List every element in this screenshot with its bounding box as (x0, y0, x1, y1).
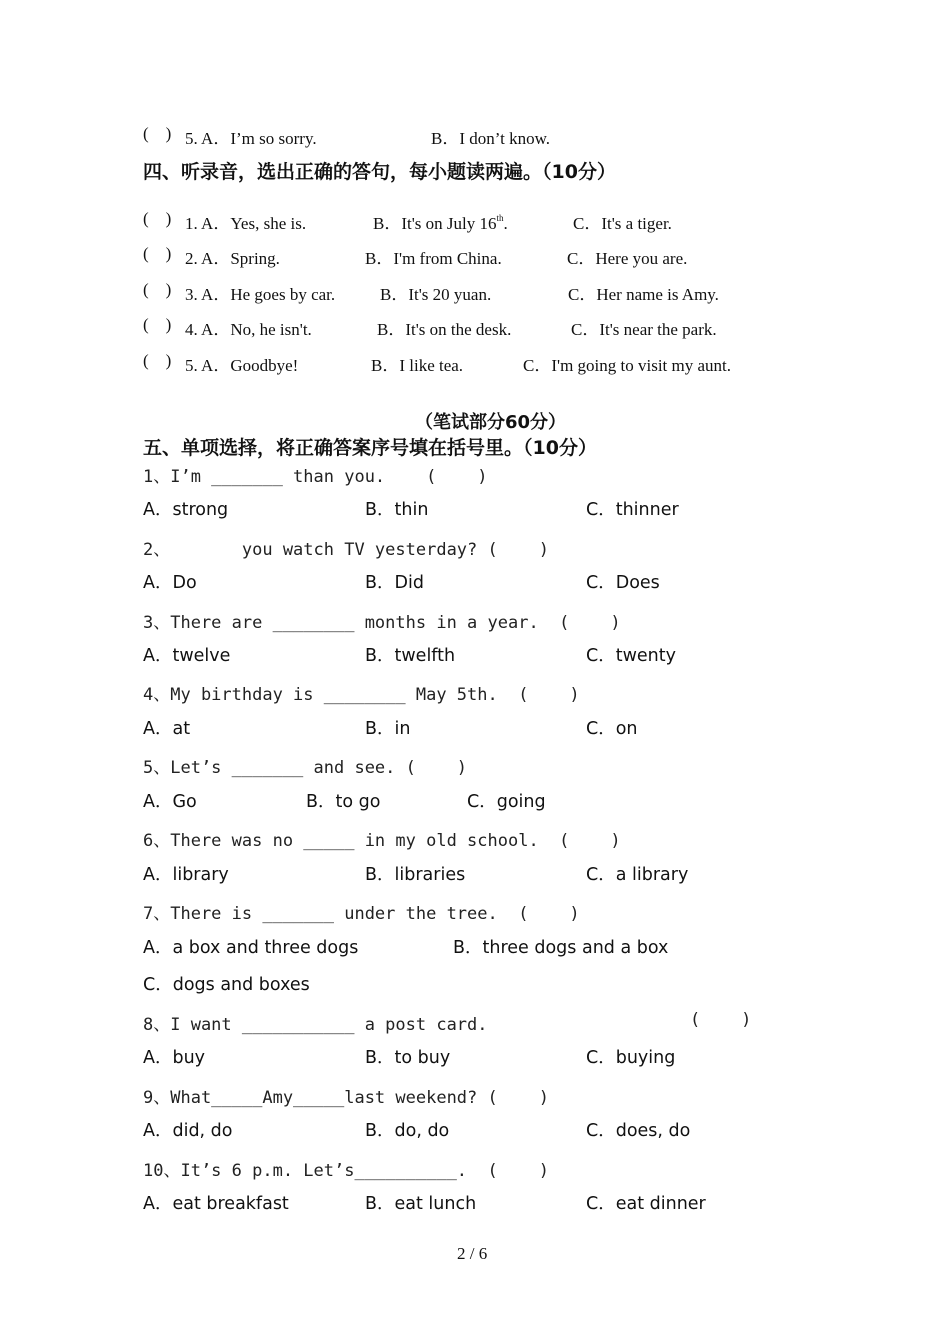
q3-option-a: A．twelve (143, 646, 231, 666)
answer-paren[interactable]: ( ) (143, 315, 172, 334)
option-c: C．It's near the park. (571, 320, 717, 339)
written-part-title: （笔试部分60分） (415, 412, 567, 433)
question-1: 1、I’m _______ than you. ( ) (143, 467, 488, 487)
q1-option-c: C．thinner (586, 500, 679, 520)
q8-option-b: B．to buy (365, 1048, 451, 1068)
q10-option-c: C．eat dinner (586, 1194, 706, 1214)
q10-option-a: A．eat breakfast (143, 1194, 289, 1214)
q2-option-a: A．Do (143, 573, 197, 593)
answer-paren[interactable]: ( ) (143, 209, 172, 228)
question-2: 2、 you watch TV yesterday? ( ) (143, 540, 549, 560)
q8-option-a: A．buy (143, 1048, 206, 1068)
question-8: 8、I want ___________ a post card. (143, 1015, 488, 1035)
option-b: B．I like tea. (371, 356, 464, 375)
question-3: 3、There are ________ months in a year. ( ) (143, 613, 621, 633)
answer-paren[interactable]: ( ) (143, 280, 172, 299)
q4-option-b: B．in (365, 719, 411, 739)
option-a: 4. A．No, he isn't. (185, 320, 312, 339)
prev-answer-paren[interactable]: ( ) (143, 124, 172, 143)
q10-option-b: B．eat lunch (365, 1194, 477, 1214)
option-b: B．It's 20 yuan. (380, 285, 492, 304)
q7-option-a: A．a box and three dogs (143, 938, 359, 958)
q2-option-b: B．Did (365, 573, 424, 593)
section5-heading: 五、单项选择，将正确答案序号填在括号里。（10分） (143, 437, 597, 459)
option-a: 2. A．Spring. (185, 249, 280, 268)
q1-option-a: A．strong (143, 500, 229, 520)
q3-option-b: B．twelfth (365, 646, 456, 666)
section4-heading: 四、听录音，选出正确的答句，每小题读两遍。（10分） (143, 161, 616, 183)
q6-option-c: C．a library (586, 865, 689, 885)
question-10: 10、It’s 6 p.m. Let’s__________. ( ) (143, 1161, 549, 1181)
q6-option-b: B．libraries (365, 865, 466, 885)
q4-option-c: C．on (586, 719, 638, 739)
option-a: 5. A．Goodbye! (185, 356, 299, 375)
option-c: C．Her name is Amy. (568, 285, 719, 304)
page-number: 2 / 6 (457, 1244, 488, 1263)
option-b: B．It's on July 16th. (373, 213, 508, 233)
q9-option-c: C．does, do (586, 1121, 691, 1141)
q9-option-a: A．did, do (143, 1121, 233, 1141)
question-9: 9、What_____Amy_____last weekend? ( ) (143, 1088, 549, 1108)
q1-option-b: B．thin (365, 500, 429, 520)
q9-option-b: B．do, do (365, 1121, 450, 1141)
option-c: C．It's a tiger. (573, 214, 672, 233)
option-a: 3. A．He goes by car. (185, 285, 336, 304)
q8-answer-paren[interactable]: ( ) (690, 1010, 752, 1030)
option-b: B．It's on the desk. (377, 320, 512, 339)
q7-option-c: C．dogs and boxes (143, 975, 310, 995)
q5-option-b: B．to go (306, 792, 381, 812)
prev-option-b: B．I don’t know. (431, 129, 550, 148)
option-b: B．I'm from China. (365, 249, 502, 268)
question-4: 4、My birthday is ________ May 5th. ( ) (143, 685, 580, 705)
answer-paren[interactable]: ( ) (143, 351, 172, 370)
prev-option-a: 5. A．I’m so sorry. (185, 129, 317, 148)
option-c: C．I'm going to visit my aunt. (523, 356, 732, 375)
q4-option-a: A．at (143, 719, 191, 739)
option-a: 1. A．Yes, she is. (185, 214, 307, 233)
q7-option-b: B．three dogs and a box (453, 938, 669, 958)
question-7: 7、There is _______ under the tree. ( ) (143, 904, 580, 924)
q2-option-c: C．Does (586, 573, 660, 593)
q3-option-c: C．twenty (586, 646, 676, 666)
question-6: 6、There was no _____ in my old school. ( ) (143, 831, 621, 851)
q6-option-a: A．library (143, 865, 229, 885)
q5-option-c: C．going (467, 792, 546, 812)
option-c: C．Here you are. (567, 249, 688, 268)
q8-option-c: C．buying (586, 1048, 676, 1068)
q5-option-a: A．Go (143, 792, 197, 812)
question-5: 5、Let’s _______ and see. ( ) (143, 758, 468, 778)
answer-paren[interactable]: ( ) (143, 244, 172, 263)
